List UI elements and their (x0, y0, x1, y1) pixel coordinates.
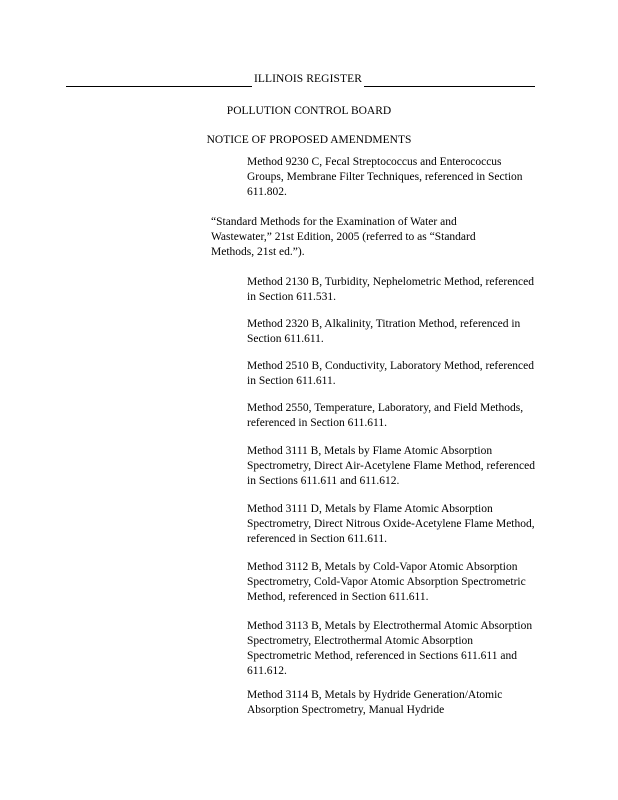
board-title: POLLUTION CONTROL BOARD (226, 105, 392, 117)
standard-methods-reference: “Standard Methods for the Examination of Water and Wastewater,” 21st Edition, 2005 (referred to as “Standard Methods, 21st ed.”). (211, 216, 476, 258)
method-3111b-item: Method 3111 B, Metals by Flame Atomic Absorption Spectrometry, Direct Air-Acetylene Flame Method, referenced in Sections 611.611 and 611.612. (247, 445, 535, 487)
method-3112b-item: Method 3112 B, Metals by Cold-Vapor Atomic Absorption Spectrometry, Cold-Vapor Atomic Absorption Spectrometric Method, referenced in Section 611.611. (247, 561, 526, 603)
method-3114b-item: Method 3114 B, Metals by Hydride Generation/Atomic Absorption Spectrometry, Manual Hydride (247, 689, 503, 716)
header-rule-right (364, 86, 535, 87)
register-title: ILLINOIS REGISTER (253, 73, 363, 85)
method-9230c-item: Method 9230 C, Fecal Streptococcus and Enterococcus Groups, Membrane Filter Techniques, referenced in Section 611.802. (247, 156, 523, 198)
method-2510b-item: Method 2510 B, Conductivity, Laboratory Method, referenced in Section 611.611. (247, 360, 535, 387)
method-2130b-item: Method 2130 B, Turbidity, Nephelometric Method, referenced in Section 611.531. (247, 276, 535, 303)
method-2320b-item: Method 2320 B, Alkalinity, Titration Method, referenced in Section 611.611. (247, 318, 521, 345)
method-2550-item: Method 2550, Temperature, Laboratory, and Field Methods, referenced in Section 611.611. (247, 402, 524, 429)
notice-title: NOTICE OF PROPOSED AMENDMENTS (206, 134, 412, 146)
method-3111d-item: Method 3111 D, Metals by Flame Atomic Absorption Spectrometry, Direct Nitrous Oxide-Acetylene Flame Method, referenced in Section 611.611. (247, 503, 535, 545)
method-3113b-item: Method 3113 B, Metals by Electrothermal Atomic Absorption Spectrometry, Electrothermal Atomic Absorption Spectrometric Method, referenced in Sections 611.611 and 611.612. (247, 620, 533, 677)
header-rule-left (66, 86, 252, 87)
